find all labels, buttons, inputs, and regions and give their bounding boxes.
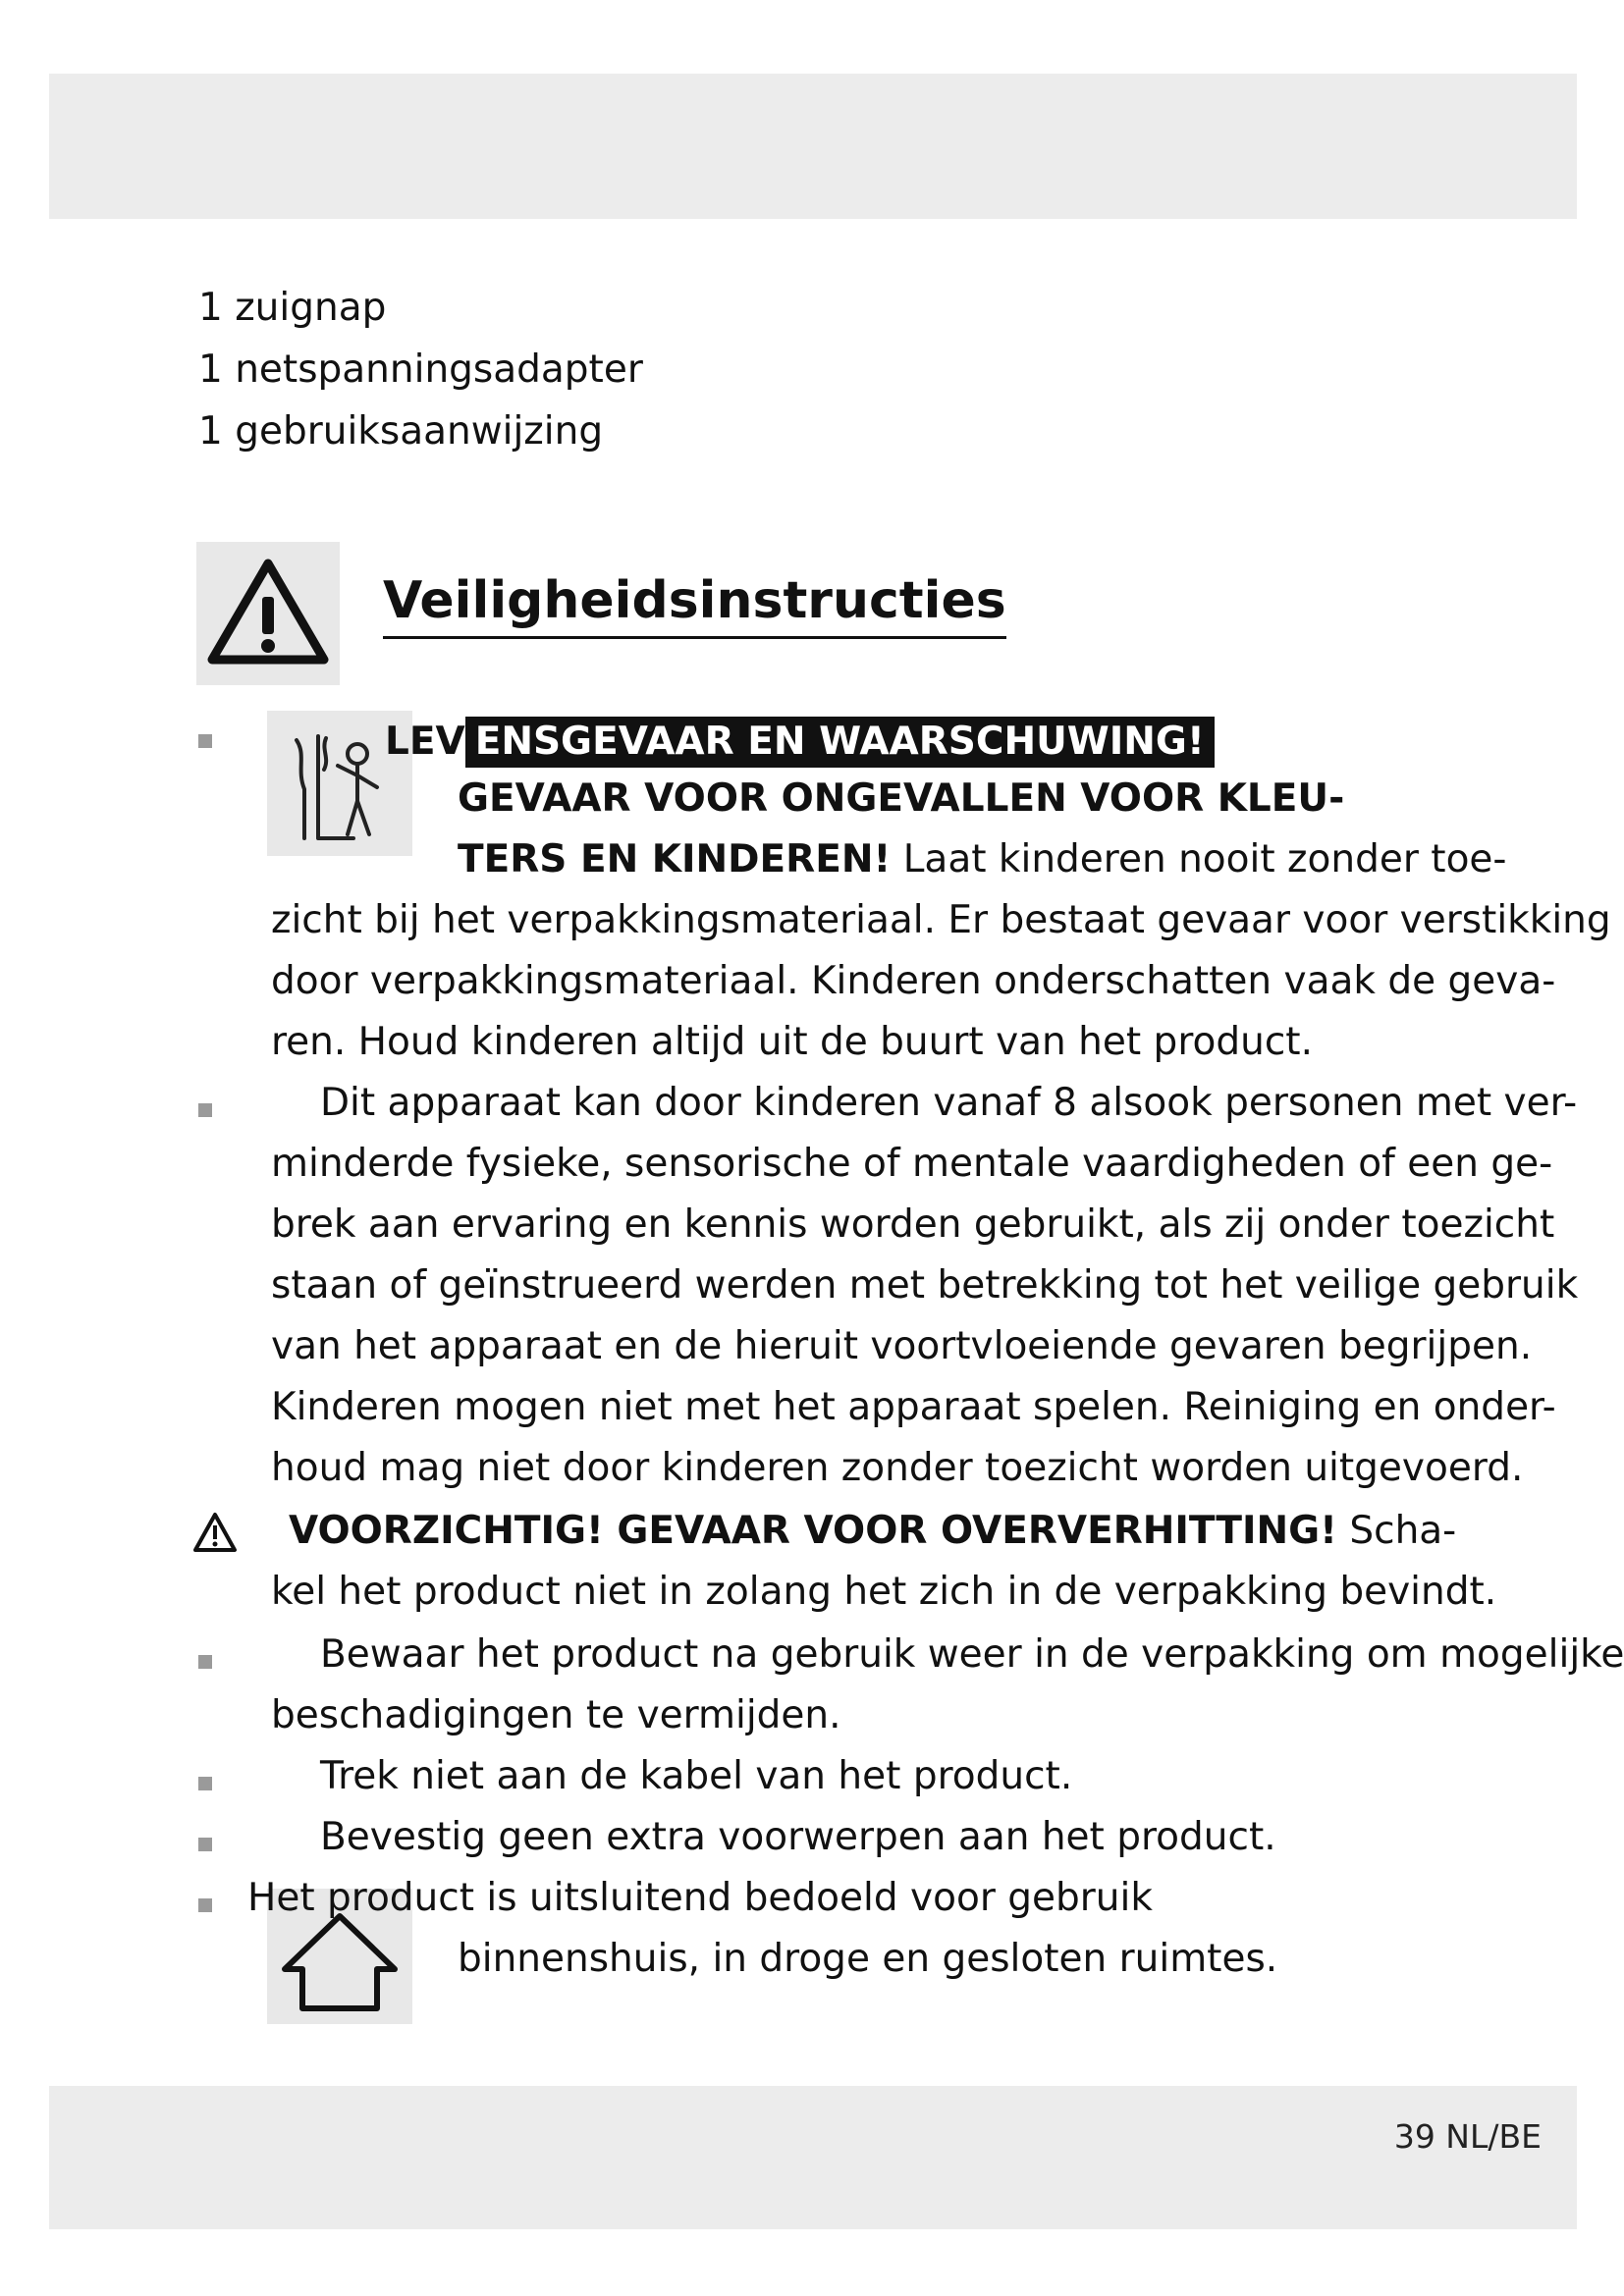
paragraph-line: Bewaar het product na gebruik weer in de verpakking om mogelijke [320,1632,1624,1677]
warning-label-end: ENSGEVAAR EN WAARSCHUWING! [474,720,1205,764]
warning-line: ren. Houd kinderen altijd uit de buurt van het product. [271,1020,1313,1064]
paragraph-line: beschadigingen te vermijden. [271,1693,841,1737]
warning-line [458,828,1507,890]
list-item: 1 netspanningsadapter [198,347,643,392]
paragraph-line: binnenshuis, in droge en gesloten ruimtes. [458,1937,1278,1981]
warning-line: GEVAAR VOOR ONGEVALLEN VOOR KLEU- [458,776,1345,821]
paragraph-line: Kinderen mogen niet met het apparaat spelen. Reiniging en onder- [271,1385,1556,1429]
bullet [198,1838,212,1851]
warning-line: zicht bij het verpakkingsmateriaal. Er bestaat gevaar voor verstikking [271,898,1611,942]
caution-line: kel het product niet in zolang het zich in de verpakking bevindt. [271,1570,1497,1614]
list-item: 1 zuignap [198,286,387,330]
warning-bold-text: TERS EN KINDEREN! [458,837,892,881]
caution-bold-text: VOORZICHTIG! GEVAAR VOOR OVERVERHITTING! [289,1509,1337,1553]
paragraph-line: Bevestig geen extra voorwerpen aan het product. [320,1815,1276,1859]
warning-text: Laat kinderen nooit zonder toe- [891,837,1507,881]
warning-heading [385,711,1215,773]
section-icon-box [196,542,340,685]
paragraph-line: staan of geïnstrueerd werden met betrekking tot het veilige gebruik [271,1263,1579,1308]
bullet [198,734,212,748]
contents-list [198,277,643,462]
warning-label-start: LEV [385,720,465,764]
warning-line: door verpakkingsmateriaal. Kinderen onderschatten vaak de geva- [271,959,1556,1003]
paragraph-line: Het product is uitsluitend bedoeld voor gebruik [247,1876,1153,1920]
paragraph-line: minderde fysieke, sensorische of mentale vaardigheden of een ge- [271,1142,1553,1186]
footer-band [49,2086,1577,2229]
paragraph-line: van het apparaat en de hieruit voortvloeiende gevaren begrijpen. [271,1324,1533,1368]
bullet [198,1898,212,1912]
paragraph-line: Dit apparaat kan door kinderen vanaf 8 alsook personen met ver- [320,1081,1578,1125]
bullet [198,1777,212,1790]
header-band [49,74,1577,219]
warning-triangle-small-icon [192,1512,238,1553]
warning-badge [465,717,1215,768]
paragraph-line: Trek niet aan de kabel van het product. [320,1754,1073,1798]
caution-line [289,1500,1456,1562]
warning-triangle-icon [196,542,340,685]
caution-text: Scha- [1336,1509,1457,1553]
section-title: Veiligheidsinstructies [383,571,1006,639]
page-number: 39 NL/BE [1393,2117,1542,2156]
bullet [198,1103,212,1117]
paragraph-line: houd mag niet door kinderen zonder toezicht worden uitgevoerd. [271,1446,1524,1490]
paragraph-line: brek aan ervaring en kennis worden gebruikt, als zij onder toezicht [271,1202,1555,1247]
bullet [198,1655,212,1669]
list-item: 1 gebruiksaanwijzing [198,409,604,454]
